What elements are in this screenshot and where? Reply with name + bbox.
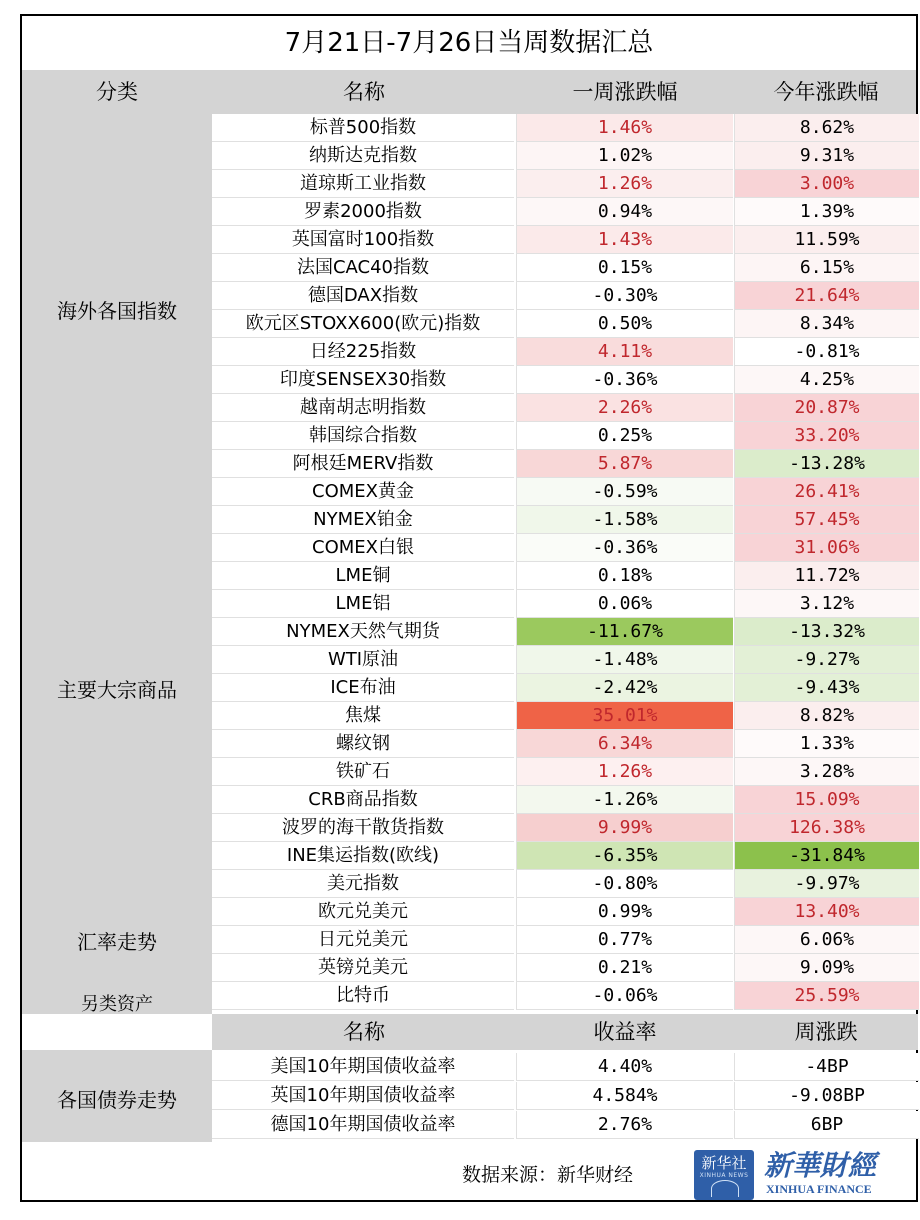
row-week-change: 1.46% xyxy=(516,114,733,142)
table-title: 7月21日-7月26日当周数据汇总 xyxy=(284,28,654,58)
row-week-change: -0.06% xyxy=(516,982,733,1010)
bond-row xyxy=(212,1053,918,1081)
row-ytd-change: 57.45% xyxy=(734,506,919,534)
row-name: 焦煤 xyxy=(212,702,514,730)
table-row xyxy=(212,590,918,618)
row-name: COMEX黄金 xyxy=(212,478,514,506)
row-ytd-change: 3.00% xyxy=(734,170,919,198)
row-week-change: 1.26% xyxy=(516,170,733,198)
bond-name: 美国10年期国债收益率 xyxy=(212,1053,514,1081)
table-row xyxy=(212,226,918,254)
category-overseas: 海外各国指数 xyxy=(57,299,177,323)
row-ytd-change: -13.32% xyxy=(734,618,919,646)
brand-name-cn: 新華財經 xyxy=(764,1149,877,1182)
data-source: 数据来源：新华财经 xyxy=(462,1164,634,1186)
table-row xyxy=(212,506,918,534)
row-ytd-change: 3.12% xyxy=(734,590,919,618)
table-row xyxy=(212,198,918,226)
row-week-change: 0.18% xyxy=(516,562,733,590)
row-week-change: 0.99% xyxy=(516,898,733,926)
row-ytd-change: 6.06% xyxy=(734,926,919,954)
table-row xyxy=(212,646,918,674)
row-name: 德国DAX指数 xyxy=(212,282,514,310)
bond-yield: 2.76% xyxy=(516,1111,733,1139)
bond-week-change: -9.08BP xyxy=(734,1082,919,1110)
table-row xyxy=(212,254,918,282)
row-name: NYMEX天然气期货 xyxy=(212,618,514,646)
bond-yield: 4.584% xyxy=(516,1082,733,1110)
table-row xyxy=(212,170,918,198)
table-row xyxy=(212,366,918,394)
table-row xyxy=(212,926,918,954)
row-name: 阿根廷MERV指数 xyxy=(212,450,514,478)
table-row xyxy=(212,562,918,590)
row-ytd-change: 33.20% xyxy=(734,422,919,450)
category-commodities: 主要大宗商品 xyxy=(57,678,177,702)
row-ytd-change: 8.62% xyxy=(734,114,919,142)
category-column xyxy=(22,114,212,1014)
row-ytd-change: 1.33% xyxy=(734,730,919,758)
row-week-change: -1.58% xyxy=(516,506,733,534)
row-week-change: -1.26% xyxy=(516,786,733,814)
row-week-change: 0.06% xyxy=(516,590,733,618)
table-row xyxy=(212,982,918,1010)
bond-header-name: 名称 xyxy=(343,1020,385,1044)
row-name: 铁矿石 xyxy=(212,758,514,786)
summary-table xyxy=(20,14,918,1202)
row-week-change: 0.50% xyxy=(516,310,733,338)
row-ytd-change: -9.27% xyxy=(734,646,919,674)
bond-name: 德国10年期国债收益率 xyxy=(212,1111,514,1139)
row-ytd-change: 3.28% xyxy=(734,758,919,786)
row-week-change: 5.87% xyxy=(516,450,733,478)
table-row xyxy=(212,478,918,506)
row-ytd-change: -9.97% xyxy=(734,870,919,898)
row-ytd-change: 126.38% xyxy=(734,814,919,842)
row-week-change: -6.35% xyxy=(516,842,733,870)
globe-icon xyxy=(711,1180,739,1197)
table-row xyxy=(212,954,918,982)
xinhua-logo xyxy=(694,1150,754,1200)
row-week-change: 0.77% xyxy=(516,926,733,954)
row-ytd-change: 31.06% xyxy=(734,534,919,562)
header-week-change: 一周涨跌幅 xyxy=(572,80,678,104)
row-week-change: 0.15% xyxy=(516,254,733,282)
bond-yield: 4.40% xyxy=(516,1053,733,1081)
row-name: COMEX白银 xyxy=(212,534,514,562)
table-row xyxy=(212,338,918,366)
row-ytd-change: -9.43% xyxy=(734,674,919,702)
row-week-change: -0.36% xyxy=(516,534,733,562)
table-row xyxy=(212,310,918,338)
logo-subtext: XINHUA NEWS xyxy=(699,1172,749,1179)
row-week-change: 35.01% xyxy=(516,702,733,730)
table-row xyxy=(212,814,918,842)
row-ytd-change: 21.64% xyxy=(734,282,919,310)
table-header xyxy=(22,70,916,114)
row-ytd-change: 26.41% xyxy=(734,478,919,506)
table-row xyxy=(212,898,918,926)
row-name: 美元指数 xyxy=(212,870,514,898)
row-week-change: 1.43% xyxy=(516,226,733,254)
row-name: 英镑兑美元 xyxy=(212,954,514,982)
table-row xyxy=(212,842,918,870)
row-ytd-change: 9.09% xyxy=(734,954,919,982)
row-week-change: 0.21% xyxy=(516,954,733,982)
table-row xyxy=(212,142,918,170)
row-name: 罗素2000指数 xyxy=(212,198,514,226)
row-ytd-change: 25.59% xyxy=(734,982,919,1010)
row-name: ICE布油 xyxy=(212,674,514,702)
row-week-change: 0.25% xyxy=(516,422,733,450)
row-ytd-change: 9.31% xyxy=(734,142,919,170)
row-week-change: 9.99% xyxy=(516,814,733,842)
bond-category xyxy=(22,1050,212,1142)
row-ytd-change: -0.81% xyxy=(734,338,919,366)
logo-text: 新华社 xyxy=(701,1154,747,1172)
bond-week-change: -4BP xyxy=(734,1053,919,1081)
table-row xyxy=(212,702,918,730)
row-week-change: -0.59% xyxy=(516,478,733,506)
table-row xyxy=(212,282,918,310)
row-name: 标普500指数 xyxy=(212,114,514,142)
row-ytd-change: 8.82% xyxy=(734,702,919,730)
table-row xyxy=(212,422,918,450)
footer xyxy=(22,1142,916,1202)
row-name: 欧元区STOXX600(欧元)指数 xyxy=(212,310,514,338)
category-bonds: 各国债券走势 xyxy=(57,1088,177,1112)
category-alternative: 另类资产 xyxy=(81,994,153,1015)
row-name: NYMEX铂金 xyxy=(212,506,514,534)
row-name: 印度SENSEX30指数 xyxy=(212,366,514,394)
row-week-change: -0.36% xyxy=(516,366,733,394)
row-name: WTI原油 xyxy=(212,646,514,674)
table-row xyxy=(212,786,918,814)
header-category: 分类 xyxy=(96,80,138,104)
row-name: 道琼斯工业指数 xyxy=(212,170,514,198)
bond-week-change: 6BP xyxy=(734,1111,919,1139)
row-week-change: -0.80% xyxy=(516,870,733,898)
row-name: LME铝 xyxy=(212,590,514,618)
table-row xyxy=(212,394,918,422)
table-row xyxy=(212,758,918,786)
row-name: 越南胡志明指数 xyxy=(212,394,514,422)
brand-name-en: XINHUA FINANCE xyxy=(766,1182,872,1196)
bond-name: 英国10年期国债收益率 xyxy=(212,1082,514,1110)
table-row xyxy=(212,114,918,142)
row-ytd-change: 15.09% xyxy=(734,786,919,814)
row-week-change: -0.30% xyxy=(516,282,733,310)
row-name: CRB商品指数 xyxy=(212,786,514,814)
row-week-change: 4.11% xyxy=(516,338,733,366)
row-week-change: 2.26% xyxy=(516,394,733,422)
category-fx: 汇率走势 xyxy=(77,930,157,954)
row-name: 英国富时100指数 xyxy=(212,226,514,254)
row-ytd-change: 20.87% xyxy=(734,394,919,422)
bond-row xyxy=(212,1082,918,1110)
row-name: 比特币 xyxy=(212,982,514,1010)
row-week-change: -11.67% xyxy=(516,618,733,646)
row-ytd-change: 8.34% xyxy=(734,310,919,338)
header-name: 名称 xyxy=(343,80,385,104)
bond-row xyxy=(212,1111,918,1139)
row-name: 波罗的海干散货指数 xyxy=(212,814,514,842)
table-row xyxy=(212,870,918,898)
row-week-change: 0.94% xyxy=(516,198,733,226)
row-name: 韩国综合指数 xyxy=(212,422,514,450)
row-name: 日元兑美元 xyxy=(212,926,514,954)
row-week-change: 6.34% xyxy=(516,730,733,758)
row-ytd-change: 1.39% xyxy=(734,198,919,226)
row-ytd-change: -13.28% xyxy=(734,450,919,478)
table-row xyxy=(212,534,918,562)
row-week-change: -2.42% xyxy=(516,674,733,702)
row-name: INE集运指数(欧线) xyxy=(212,842,514,870)
row-ytd-change: 13.40% xyxy=(734,898,919,926)
bond-header-week-change: 周涨跌 xyxy=(794,1020,858,1044)
row-name: 螺纹钢 xyxy=(212,730,514,758)
row-week-change: 1.02% xyxy=(516,142,733,170)
row-ytd-change: 6.15% xyxy=(734,254,919,282)
row-ytd-change: -31.84% xyxy=(734,842,919,870)
row-name: LME铜 xyxy=(212,562,514,590)
row-ytd-change: 11.59% xyxy=(734,226,919,254)
row-name: 纳斯达克指数 xyxy=(212,142,514,170)
table-row xyxy=(212,674,918,702)
row-week-change: 1.26% xyxy=(516,758,733,786)
row-ytd-change: 4.25% xyxy=(734,366,919,394)
table-row xyxy=(212,450,918,478)
header-ytd-change: 今年涨跌幅 xyxy=(773,80,879,104)
row-name: 日经225指数 xyxy=(212,338,514,366)
row-name: 法国CAC40指数 xyxy=(212,254,514,282)
table-row xyxy=(212,730,918,758)
bond-header-yield: 收益率 xyxy=(593,1020,657,1044)
table-row xyxy=(212,618,918,646)
row-week-change: -1.48% xyxy=(516,646,733,674)
row-name: 欧元兑美元 xyxy=(212,898,514,926)
row-ytd-change: 11.72% xyxy=(734,562,919,590)
bond-header xyxy=(212,1014,918,1050)
